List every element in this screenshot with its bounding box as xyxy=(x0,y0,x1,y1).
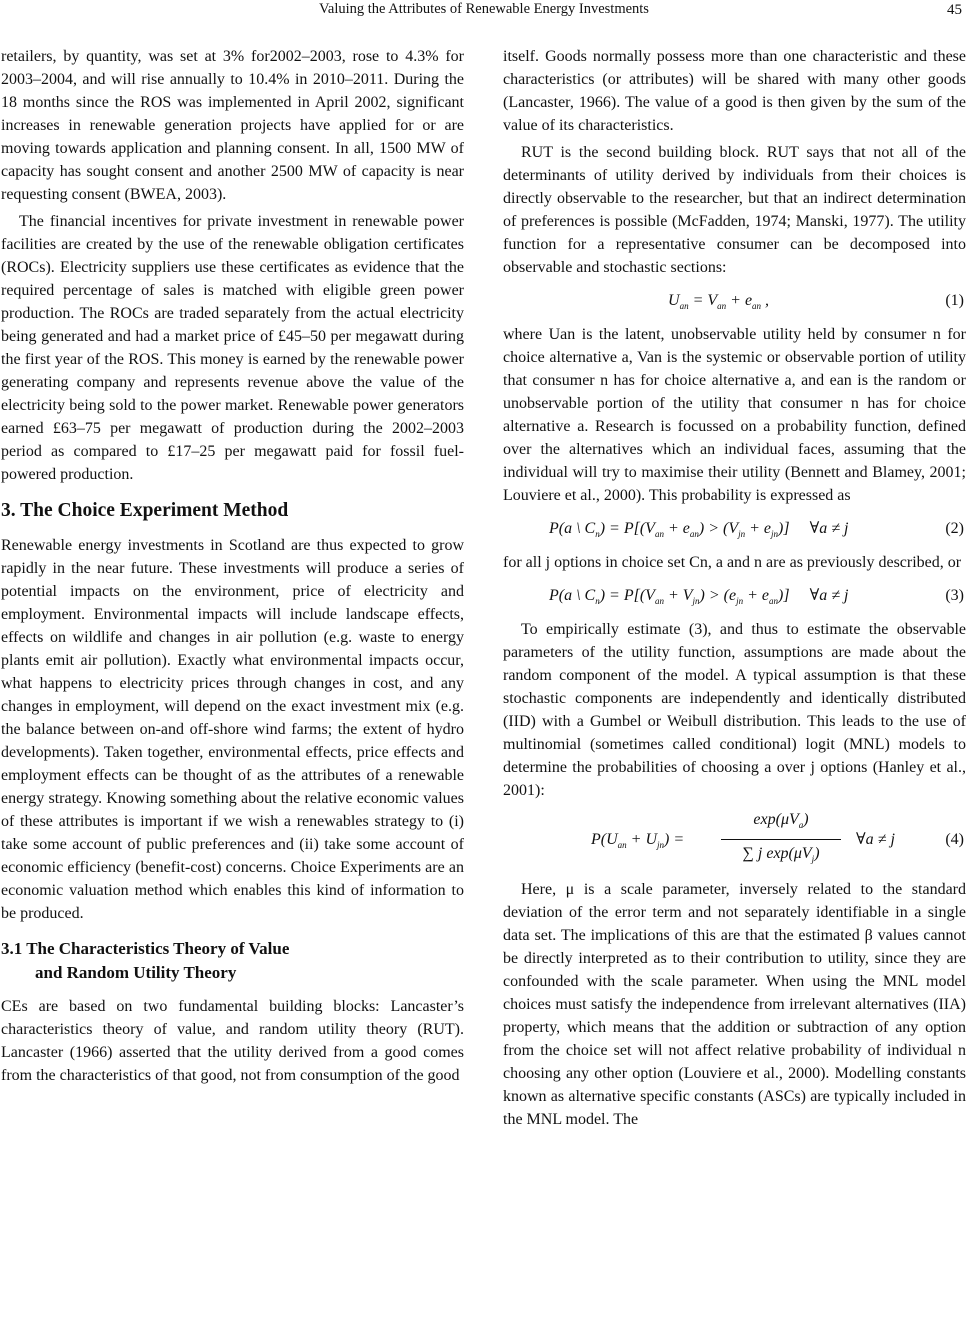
paragraph: The financial incentives for private investment in renewable power facilities are created by the use of the renewable obligation certificates (ROCs). Electricity suppliers use these certificates as evidence that the required percentage of sales is matched with eligible green power production. The ROCs are traded separately from the actual electricity being generated and had a market price of £45–50 per megawatt during the first year of the ROS. This money is earned by the renewable power generating company and represents revenue above the value of the electricity being sold to the power market. Renewable power generators earned £63–75 per megawatt of production during the 2002–2003 period as compared to £17–25 per megawatt paid for fossil fuel-powered production. xyxy=(1,213,464,483)
paragraph: itself. Goods normally possess more than one characteristic and these characteristics (or attributes) will be shared with many other goods (Lancaster, 1966). The value of a good is then given by the sum of the value of its characteristics. xyxy=(503,48,966,134)
paragraph: where Uan is the latent, unobservable utility held by consumer n for choice alternative a, Van is the systemic or observable portion of utility that consumer n has for choice alternative a, and ean is the random or unobservable portion of the utility that consumer n has for choice alternative a. Research is focussed on a probability function, defined over the alternatives which an individual faces, assuming that the individual will try to maximise their utility (Bennett and Blamey, 2001; Louviere et al., 2000). This probability is expressed as xyxy=(503,326,966,504)
paragraph: CEs are based on two fundamental building blocks: Lancaster’s characteristics theory of value, and random utility theory (RUT). Lancaster (1966) asserted that the utility derived from a good comes from the characteristics of that good, not from consumption of the good xyxy=(1,998,464,1084)
equation-3 xyxy=(503,580,966,610)
paragraph: Here, μ is a scale parameter, inversely related to the standard deviation of the error term and not separately identifiable in a single data set. The implications of this are that the estimated β values cannot be directly interpreted as to their contribution to utility, since they are confounded with the scale parameter. When using the MNL model choices must satisfy the independence from irrelevant alternatives (IIA) property, which means that the addition or subtraction of any option from the choice set will not affect relative probability of individual n choosing any other option (Louviere et al., 2000). Modelling constants known as alternative specific constants (ASCs) are typically included in the MNL model. The xyxy=(503,881,966,1128)
paragraph: RUT is the second building block. RUT says that not all of the determinants of utility derived by individuals from their choices is directly observable to the researcher, but that an indirect determination of preferences is possible (McFadden, 1974; Manski, 1977). The utility function for a representative consumer can be decomposed into observable and stochastic sections: xyxy=(503,144,966,276)
equation-3-expression: P(a \ $C_n) = P[(V_{an} + V_{jn}) > (e_{jn} + e_{an})]$ ∀a ≠ j xyxy=(549,587,849,607)
paragraph: retailers, by quantity, was set at 3% for2002–2003, rose to 4.3% for 2003–2004, and will rise annually to 10.4% in 2010–2011. During the 18 months since the ROS was implemented in April 2002, significant increases in renewable generation projects have applied for or are moving towards application and planning consent. In all, 1500 MW of capacity has sought consent and another 2500 MW of capacity is near requesting consent (BWEA, 2003). xyxy=(1,48,464,203)
equation-number: (2) xyxy=(945,520,964,537)
subsection-heading-line1: 3.1 The Characteristics Theory of Value xyxy=(1,939,290,958)
equation-1-expression: $U_{an} = V_{an} + e_{an}$ , xyxy=(668,292,770,312)
subsection-heading xyxy=(1,937,464,985)
equation-1 xyxy=(503,285,966,315)
running-title: Valuing the Attributes of Renewable Energy Investments xyxy=(319,1,649,17)
right-column xyxy=(503,45,966,1131)
section-heading: 3. The Choice Experiment Method xyxy=(1,500,289,521)
page-header xyxy=(0,0,968,30)
paragraph: Renewable energy investments in Scotland are thus expected to grow rapidly in the near future. These investments will produce a series of potential impacts on the environment, price of electricity and employment. Environmental impacts will include landscape effects, effects on wildlife and changes in air pollution (e.g. waste to energy plants emit air pollution). Exactly what environmental impacts occur, what happens to electricity prices through changes in cost, and any changes in employment, will depend on the exact investment mix (e.g. the balance between on-and off-shore wind farms; the extent of hydro developments). Taken together, environmental effects, price effects and employment effects can be thought of as the attributes of a renewable energy strategy. Knowing something about the relative economic values of these attributes is important if we wish a renewables strategy to (i) take some account of public preferences and (ii) take some account of economic efficiency (benefit-cost) concerns. Choice Experiments are an economic valuation method which enables this kind of information to be produced. xyxy=(1,537,464,922)
equation-number: (3) xyxy=(945,587,964,604)
equation-4: $P(U_{an} + U_{jn})$ = $\exp(\mu V_a)$ ∑ j $\exp(\mu V_j)$ ∀a ≠ j (4) xyxy=(503,808,966,870)
left-column xyxy=(1,45,464,1087)
subsection-heading-line2: and Random Utility Theory xyxy=(35,963,237,982)
page-number: 45 xyxy=(947,2,962,18)
equation-number: (4) xyxy=(945,831,964,848)
equation-2 xyxy=(503,513,966,543)
equation-2-expression: P(a \ $C_n) = P[(V_{an} + e_{an}) > (V_{jn} + e_{jn})]$ ∀a ≠ j xyxy=(549,520,849,540)
paragraph: To empirically estimate (3), and thus to estimate the observable parameters of the utility function, assumptions are made about the random component of the model. A typical assumption is that these stochastic components are independently and identically distributed (IID) with a Gumbel or Weibull distribution. This leads to the use of multinomial (sometimes called conditional) logit (MNL) models to determine the probabilities of choosing a over j options (Hanley et al., 2001): xyxy=(503,621,966,799)
equation-number: (1) xyxy=(945,292,964,309)
paragraph: for all j options in choice set Cn, a and n are as previously described, or xyxy=(503,554,962,571)
